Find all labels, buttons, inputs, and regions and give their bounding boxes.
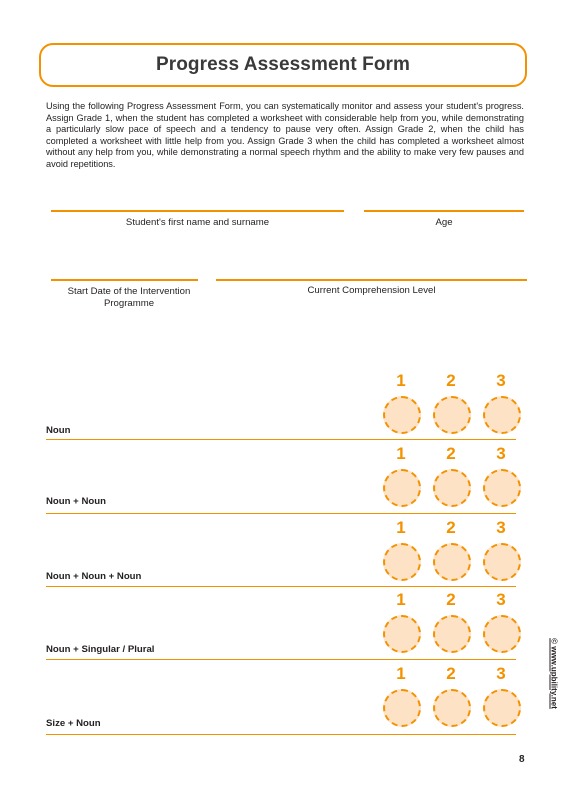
grade-1-circle[interactable] xyxy=(383,396,421,434)
watermark-link[interactable]: © www.upbility.net xyxy=(549,638,559,709)
comprehension-level-label: Current Comprehension Level xyxy=(307,285,436,296)
grade-number: 1 xyxy=(396,444,406,463)
student-name-label: Student's first name and surname xyxy=(125,217,270,228)
row-divider xyxy=(46,659,516,660)
grade-number: 1 xyxy=(396,518,406,537)
row-label: Noun + Noun xyxy=(46,496,106,507)
grade-number: 3 xyxy=(496,590,506,609)
row-label: Noun xyxy=(46,425,71,436)
grade-number: 2 xyxy=(446,518,456,537)
age-field[interactable] xyxy=(364,210,524,212)
comprehension-level-field[interactable] xyxy=(216,279,527,281)
age-label: Age xyxy=(435,217,453,228)
grade-number: 1 xyxy=(396,664,406,683)
grade-3-circle[interactable] xyxy=(483,615,521,653)
grade-3-circle[interactable] xyxy=(483,543,521,581)
grade-number: 2 xyxy=(446,590,456,609)
grade-2-circle[interactable] xyxy=(433,543,471,581)
row-label: Noun + Singular / Plural xyxy=(46,644,155,655)
grade-number: 1 xyxy=(396,590,406,609)
page-number: 8 xyxy=(519,754,525,765)
start-date-label: Start Date of the Intervention Programme xyxy=(67,286,191,309)
grade-1-circle[interactable] xyxy=(383,543,421,581)
form-title-box xyxy=(39,43,527,87)
grade-3-circle[interactable] xyxy=(483,396,521,434)
grade-1-circle[interactable] xyxy=(383,689,421,727)
grade-2-circle[interactable] xyxy=(433,615,471,653)
copyright-watermark xyxy=(542,638,559,712)
grade-number: 2 xyxy=(446,664,456,683)
form-title: Progress Assessment Form xyxy=(155,54,411,75)
start-date-field[interactable] xyxy=(51,279,198,281)
grade-3-circle[interactable] xyxy=(483,469,521,507)
grade-3-circle[interactable] xyxy=(483,689,521,727)
grade-2-circle[interactable] xyxy=(433,396,471,434)
grade-number: 3 xyxy=(496,444,506,463)
row-divider xyxy=(46,439,516,440)
grade-2-circle[interactable] xyxy=(433,469,471,507)
grade-number: 2 xyxy=(446,444,456,463)
intro-paragraph: Using the following Progress Assessment Form, you can systematically monitor and assess your student's progress. Assign Grade 1, when the student has completed a worksheet with considerable help from you, while demonstrating a particularly slow pace of speech and a tendency to pause very often. Assign Grade 2, when the child has completed a worksheet with little help from you. Assign Grade 3 when the child has completed a worksheet almost without any help from you, while demonstrating a normal speech rhythm and the ability to make very few pauses and avoid repetitions. xyxy=(46,101,524,169)
student-name-field[interactable] xyxy=(51,210,344,212)
row-divider xyxy=(46,734,516,735)
row-label: Noun + Noun + Noun xyxy=(46,571,142,582)
row-divider xyxy=(46,586,516,587)
grade-1-circle[interactable] xyxy=(383,615,421,653)
row-divider xyxy=(46,513,516,514)
grade-2-circle[interactable] xyxy=(433,689,471,727)
row-label: Size + Noun xyxy=(46,718,101,729)
grade-number: 3 xyxy=(496,518,506,537)
grade-number: 2 xyxy=(446,371,456,390)
grade-number: 3 xyxy=(496,371,506,390)
grade-number: 3 xyxy=(496,664,506,683)
grade-1-circle[interactable] xyxy=(383,469,421,507)
grade-number: 1 xyxy=(396,371,406,390)
